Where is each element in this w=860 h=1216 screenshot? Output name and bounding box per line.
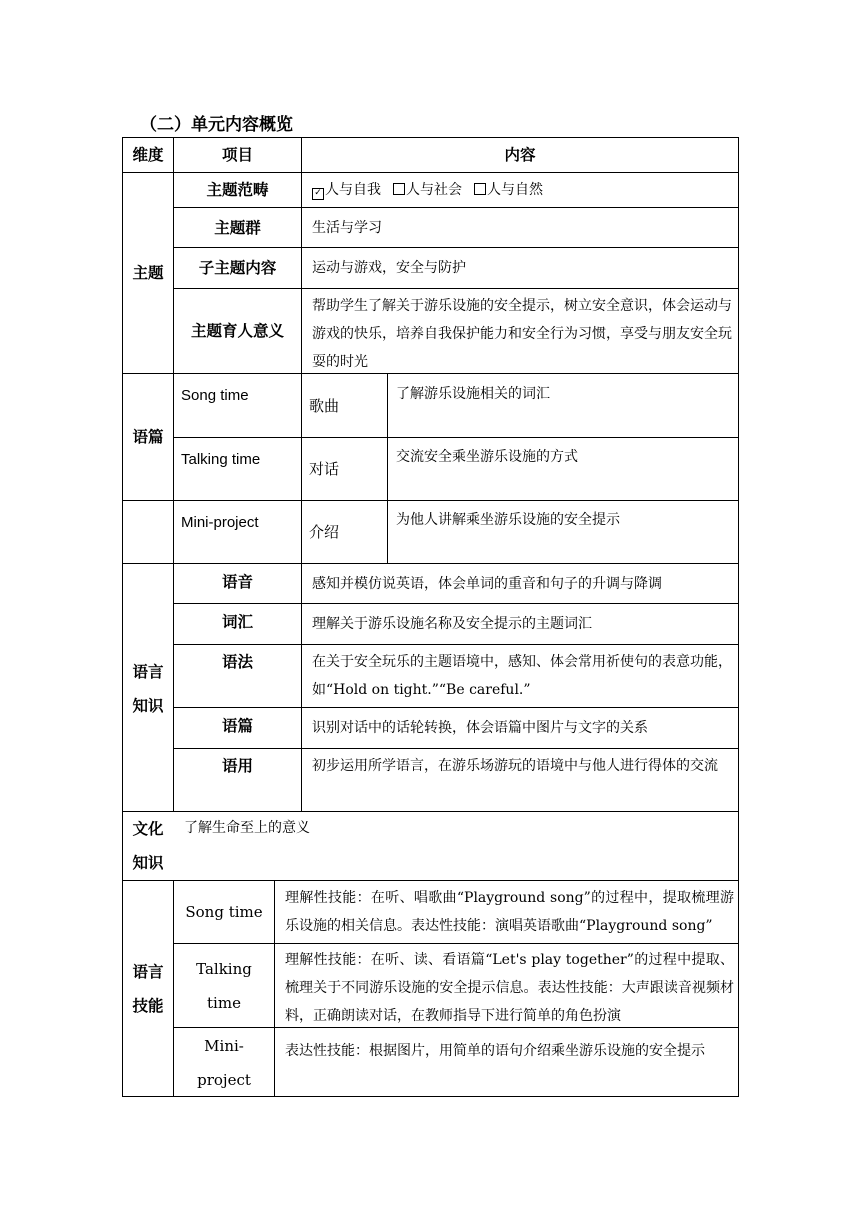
discourse-type: 歌曲 xyxy=(309,397,340,415)
table-border xyxy=(122,500,738,501)
option-label: 人与自我 xyxy=(325,182,381,198)
table-border xyxy=(122,811,738,812)
skills-item-line: Talking xyxy=(196,960,252,978)
item-theme-category: 主题范畴 xyxy=(206,181,269,199)
dimension-line: 语言 xyxy=(132,663,164,681)
discourse-item: Mini-project xyxy=(181,514,259,531)
pragmatics-content: 初步运用所学语言，在游乐场游玩的语境中与他人进行得体的交流 xyxy=(312,758,718,774)
discourse-content: 交流安全乘坐游乐设施的方式 xyxy=(396,449,578,465)
item-theme-group: 主题群 xyxy=(214,218,261,237)
education-meaning-content: 帮助学生了解关于游乐设施的安全提示，树立安全意识，体会运动与游戏的快乐，培养自我保护能力和安全行为习惯，享受与朋友安全玩耍的时光 xyxy=(312,298,732,370)
header-content: 内容 xyxy=(504,146,536,164)
table-border xyxy=(122,373,738,374)
subtheme-content: 运动与游戏，安全与防护 xyxy=(312,260,466,276)
option-label: 人与社会 xyxy=(406,182,462,198)
table-border xyxy=(387,373,388,564)
dimension-line: 知识 xyxy=(132,854,164,872)
skills-content: 理解性技能：在听、唱歌曲“Playground song”的过程中，提取梳理游乐设施的相关信息。表达性技能：演唱英语歌曲“Playground song” xyxy=(285,890,734,934)
cultural-knowledge-content: 了解生命至上的意义 xyxy=(184,820,310,836)
header-dimension: 维度 xyxy=(132,146,164,164)
checkbox-option xyxy=(393,176,462,204)
item-education-meaning: 主题育人意义 xyxy=(190,322,284,340)
section-title: （二）单元内容概览 xyxy=(140,115,293,135)
table-border xyxy=(173,437,738,438)
checkbox-option xyxy=(474,176,543,204)
grammar-content: 在关于安全玩乐的主题语境中，感知、体会常用祈使句的表意功能，如“Hold on tight.”“Be careful.” xyxy=(312,654,732,698)
checkbox-checked-icon: ✓ xyxy=(312,188,324,200)
dimension-line: 技能 xyxy=(132,997,164,1015)
theme-category-options xyxy=(302,173,738,207)
discourse-content: 为他人讲解乘坐游乐设施的安全提示 xyxy=(396,512,620,528)
checkbox-option xyxy=(312,176,381,204)
item-subtheme: 子主题内容 xyxy=(198,259,277,277)
dimension-line: 文化 xyxy=(132,820,164,838)
text-content: 识别对话中的话轮转换，体会语篇中图片与文字的关系 xyxy=(312,720,648,736)
item-vocabulary: 词汇 xyxy=(221,613,253,631)
table-border xyxy=(738,137,739,1097)
dimension-language-skills xyxy=(123,955,173,1025)
discourse-content: 了解游乐设施相关的词汇 xyxy=(396,386,550,402)
vocabulary-content: 理解关于游乐设施名称及安全提示的主题词汇 xyxy=(312,616,592,632)
discourse-type: 介绍 xyxy=(309,523,340,541)
dimension-discourse: 语篇 xyxy=(132,428,164,446)
item-grammar: 语法 xyxy=(221,653,253,671)
skills-item-line: project xyxy=(197,1071,251,1089)
discourse-item: Song time xyxy=(181,387,249,404)
skills-content: 理解性技能：在听、读、看语篇“Let's play together”的过程中提取、梳理关于不同游乐设施的安全提示信息。表达性技能：大声跟读音视频材料，正确朗读对话，在教师指导下进行简单的角色扮演 xyxy=(285,952,734,1024)
header-item: 项目 xyxy=(221,146,253,164)
skills-item-line: time xyxy=(207,994,241,1012)
dimension-line: 知识 xyxy=(132,697,164,715)
dimension-line: 语言 xyxy=(132,963,164,981)
discourse-item: Talking time xyxy=(181,451,261,468)
skills-item xyxy=(174,952,274,1020)
discourse-type: 对话 xyxy=(309,460,340,478)
dimension-cultural-knowledge xyxy=(123,812,173,880)
phonetics-content: 感知并模仿说英语，体会单词的重音和句子的升调与降调 xyxy=(312,575,662,592)
theme-group-content: 生活与学习 xyxy=(312,219,382,236)
item-pragmatics: 语用 xyxy=(221,757,253,775)
skills-content: 表达性技能：根据图片，用简单的语句介绍乘坐游乐设施的安全提示 xyxy=(285,1043,705,1059)
option-label: 人与自然 xyxy=(487,182,543,198)
dimension-theme: 主题 xyxy=(132,264,164,282)
skills-item xyxy=(174,1029,274,1097)
checkbox-empty-icon xyxy=(393,183,405,195)
skills-item-line: Mini- xyxy=(204,1037,244,1055)
item-phonetics: 语音 xyxy=(221,573,253,591)
dimension-language-knowledge xyxy=(123,655,173,725)
skills-item: Song time xyxy=(185,903,263,921)
table-border xyxy=(173,943,738,944)
item-text: 语篇 xyxy=(221,717,253,735)
checkbox-empty-icon xyxy=(474,183,486,195)
